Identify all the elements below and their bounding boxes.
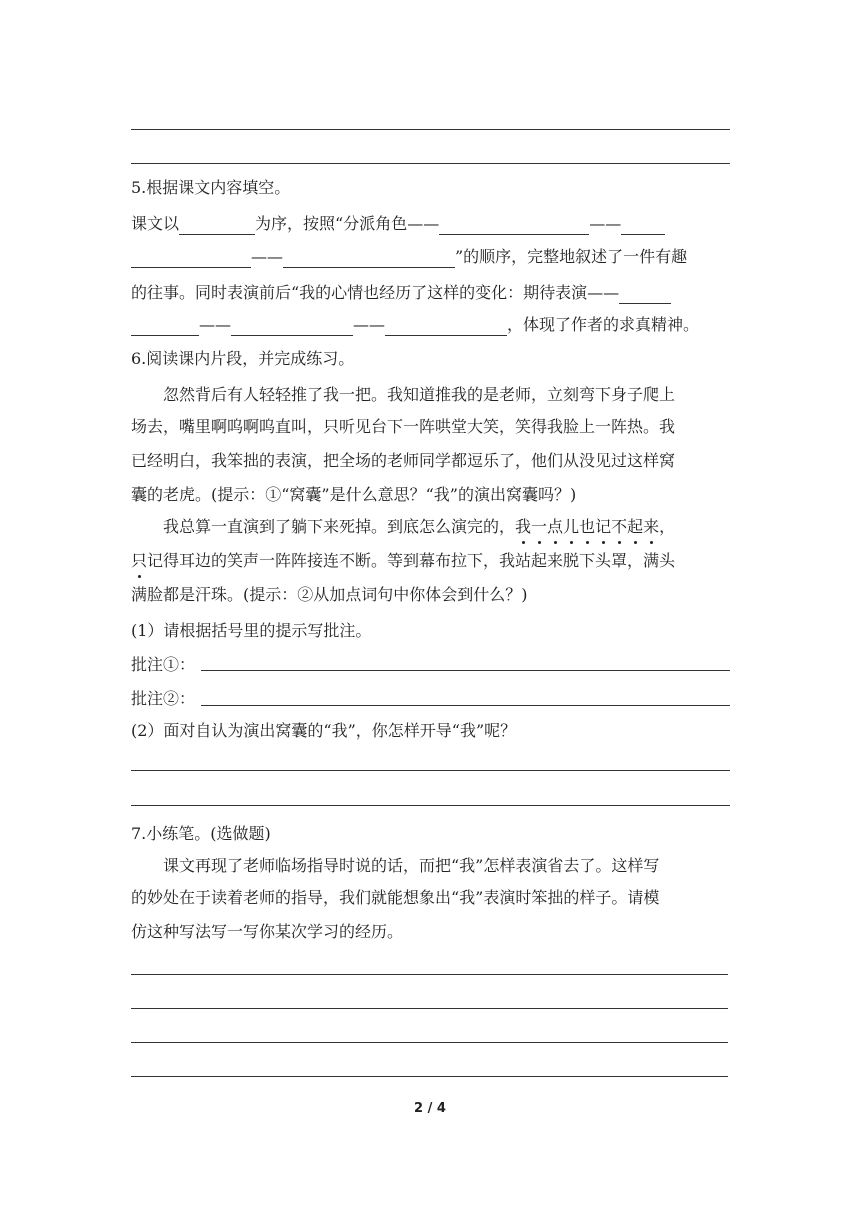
q6-title: 6.阅读课内片段，并完成练习。 [131, 349, 355, 368]
note1-label: 批注①： [131, 655, 196, 674]
q7-text-line: 仿这种写法写一写你某次学习的经历。 [131, 922, 404, 941]
fill-blank[interactable] [619, 285, 671, 304]
fill-blank[interactable] [131, 317, 199, 336]
passage-line: 我总算一直演到了躺下来死掉。到底怎么演完的，我一点儿也记不起来， [163, 517, 676, 536]
q7-text-line: 的妙处在于读着老师的指导，我们就能想象出“我”表演时笨拙的样子。请模 [131, 888, 660, 907]
answer-line[interactable] [131, 974, 728, 975]
passage-line: 满脸都是汗珠。(提示：②从加点词句中你体会到什么？) [131, 585, 528, 604]
fill-blank[interactable] [621, 216, 665, 235]
answer-line[interactable] [131, 1042, 728, 1043]
fill-blank[interactable] [439, 216, 589, 235]
fill-blank[interactable] [179, 216, 255, 235]
fill-blank[interactable] [283, 249, 455, 268]
note1-answer-line[interactable] [201, 670, 730, 671]
fill-blank[interactable] [385, 317, 507, 336]
fill-blank[interactable] [131, 249, 251, 268]
q7-title: 7.小练笔。(选做题) [131, 824, 271, 843]
passage-line: 场去，嘴里啊呜啊呜直叫，只听见台下一阵哄堂大笑，笑得我脸上一阵热。我 [131, 417, 676, 436]
note2-answer-line[interactable] [201, 705, 730, 706]
q7-text-line: 课文再现了老师临场指导时说的话，而把“我”怎样表演省去了。这样写 [163, 856, 660, 875]
passage-line: 只记得耳边的笑声一阵阵接连不断。等到幕布拉下，我站起来脱下头罩，满头 [131, 551, 676, 570]
answer-line[interactable] [131, 1008, 728, 1009]
emphasis-dotted-text: 我一点儿也记不起来， [515, 517, 676, 536]
q6-sub2: (2）面对自认为演出窝囊的“我”，你怎样开导“我”呢？ [131, 721, 517, 740]
emphasis-dotted-text: 只 [131, 551, 148, 570]
answer-line[interactable] [131, 770, 730, 771]
q5-line-4: —— —— ，体现了作者的求真精神。 [131, 314, 699, 336]
answer-line[interactable] [131, 1076, 728, 1077]
passage-line: 囊的老虎。(提示：①“窝囊”是什么意思？“我”的演出窝囊吗？) [131, 485, 577, 504]
note2-label: 批注②： [131, 689, 196, 708]
q5-title: 5.根据课文内容填空。 [131, 178, 291, 197]
q5-line-3: 的往事。同时表演前后“我的心情也经历了这样的变化：期待表演—— [131, 282, 671, 304]
page-number: 2 / 4 [414, 1101, 446, 1116]
q5-line-1: 课文以 为序，按照“分派角色—— —— [131, 213, 665, 235]
passage-line: 已经明白，我笨拙的表演，把全场的老师同学都逗乐了，他们从没见过这样窝 [131, 451, 676, 470]
answer-line [131, 129, 730, 130]
q5-line-2: —— ”的顺序，完整地叙述了一件有趣 [131, 246, 687, 268]
passage-line: 忽然背后有人轻轻推了我一把。我知道推我的是老师，立刻弯下身子爬上 [163, 385, 676, 404]
q6-sub1: (1）请根据括号里的提示写批注。 [131, 621, 372, 640]
answer-line[interactable] [131, 805, 730, 806]
answer-line [131, 163, 730, 164]
fill-blank[interactable] [231, 317, 353, 336]
